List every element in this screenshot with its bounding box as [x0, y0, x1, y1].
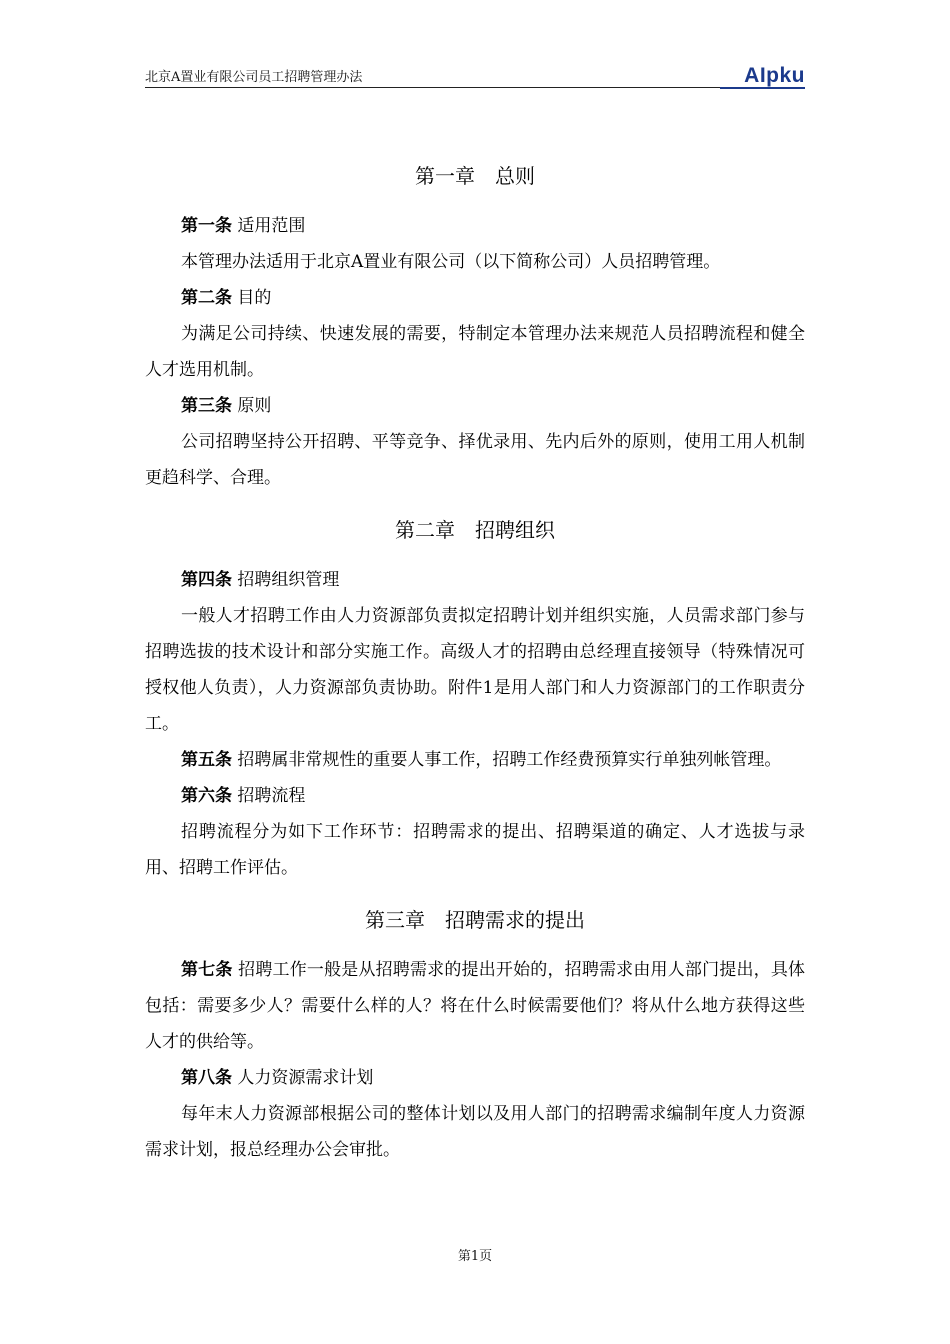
article-2	[145, 280, 805, 316]
article-heading: 原则	[237, 396, 272, 416]
article-heading: 人力资源需求计划	[237, 1068, 374, 1088]
article-paragraph: 招聘流程分为如下工作环节：招聘需求的提出、招聘渠道的确定、人才选拔与录用、招聘工作评估。	[145, 822, 805, 878]
article-label: 第七条	[181, 960, 233, 980]
article-heading: 适用范围	[237, 216, 306, 236]
logo-underline	[720, 87, 805, 89]
article-text: 招聘属非常规性的重要人事工作，招聘工作经费预算实行单独列帐管理。	[237, 750, 782, 770]
page-header	[145, 60, 805, 90]
logo-text: AIpku	[744, 64, 805, 87]
article-8	[145, 1060, 805, 1096]
page-number: 第1页	[457, 1249, 493, 1264]
article-label: 第四条	[181, 570, 232, 590]
article-text: 招聘工作一般是从招聘需求的提出开始的，招聘需求由用人部门提出，具体包括：需要多少人？需要什么样的人？将在什么时候需要他们？将从什么地方获得这些人才的供给等。	[145, 960, 806, 1052]
article-label: 第五条	[181, 750, 232, 770]
article-label: 第六条	[181, 786, 232, 806]
article-heading: 目的	[237, 288, 272, 308]
document-body	[145, 130, 805, 1168]
article-paragraph: 本管理办法适用于北京A置业有限公司（以下简称公司）人员招聘管理。	[181, 252, 721, 272]
article-6	[145, 778, 805, 814]
chapter-title: 第三章 招聘需求的提出	[365, 908, 585, 932]
article-label: 第二条	[181, 288, 232, 308]
article-label: 第三条	[181, 396, 232, 416]
chapter-title: 第一章 总则	[415, 164, 535, 188]
article-paragraph: 为满足公司持续、快速发展的需要，特制定本管理办法来规范人员招聘流程和健全人才选用机制。	[145, 324, 805, 380]
company-logo	[744, 60, 805, 88]
article-3	[145, 388, 805, 424]
article-5	[145, 742, 805, 778]
article-paragraph: 公司招聘坚持公开招聘、平等竞争、择优录用、先内后外的原则，使用工用人机制更趋科学、合理。	[145, 432, 805, 488]
article-paragraph: 每年末人力资源部根据公司的整体计划以及用人部门的招聘需求编制年度人力资源需求计划，报总经理办公会审批。	[145, 1104, 805, 1160]
article-paragraph: 一般人才招聘工作由人力资源部负责拟定招聘计划并组织实施，人员需求部门参与招聘选拔的技术设计和部分实施工作。高级人才的招聘由总经理直接领导（特殊情况可授权他人负责），人力资源部负责协助。附件1是用人部门和人力资源部门的工作职责分工。	[145, 606, 805, 734]
article-4	[145, 562, 805, 598]
chapter-title: 第二章 招聘组织	[395, 518, 555, 542]
article-label: 第一条	[181, 216, 232, 236]
article-heading: 招聘组织管理	[237, 570, 340, 590]
article-1	[145, 208, 805, 244]
header-rule	[145, 87, 720, 88]
header-title: 北京A置业有限公司员工招聘管理办法	[145, 70, 363, 85]
article-heading: 招聘流程	[237, 786, 306, 806]
article-7	[145, 952, 805, 1060]
article-label: 第八条	[181, 1068, 232, 1088]
